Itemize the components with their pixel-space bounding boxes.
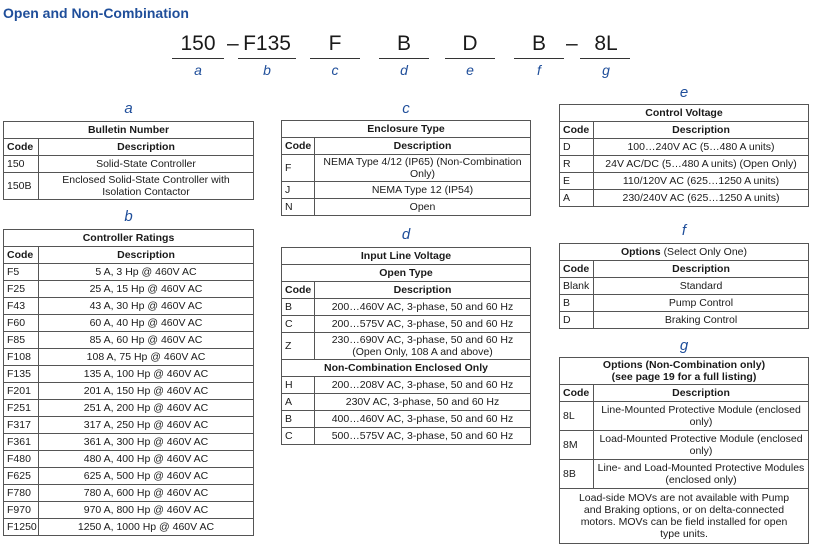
table-row: [4, 156, 254, 173]
row-code: F780: [4, 485, 39, 502]
control-voltage-table: [559, 104, 809, 207]
row-code: F5: [4, 264, 39, 281]
table-row: [560, 156, 809, 173]
table-title: [560, 244, 809, 261]
row-code: F25: [4, 281, 39, 298]
section-letter-b: b: [124, 208, 133, 225]
row-code: F201: [4, 383, 39, 400]
row-code: 8M: [560, 431, 594, 460]
catalog-letter: g: [602, 62, 610, 78]
row-description: Open: [315, 199, 531, 216]
table-subtitle: Open Type: [282, 265, 531, 282]
row-description: 60 A, 40 Hp @ 460V AC: [39, 315, 254, 332]
table-title: Controller Ratings: [4, 230, 254, 247]
table-row: [4, 281, 254, 298]
section-letter-d: d: [401, 226, 411, 243]
row-description: Line-Mounted Protective Module (enclosed only): [594, 402, 809, 431]
table-row: [4, 383, 254, 400]
row-description: Enclosed Solid-State Controller with Isolation Contactor: [39, 173, 254, 200]
catalog-underline: [172, 58, 224, 59]
controller-ratings-table: [3, 229, 254, 536]
table-footnote-row: [560, 489, 809, 544]
row-code: Z: [282, 333, 315, 360]
row-code: R: [560, 156, 594, 173]
row-code: J: [282, 182, 315, 199]
row-code: B: [560, 295, 594, 312]
table-row: [4, 468, 254, 485]
row-description: Line- and Load-Mounted Protective Modules (enclosed only): [594, 460, 809, 489]
table-title-text: Options: [620, 246, 661, 258]
row-code: N: [282, 199, 315, 216]
row-description: 317 A, 250 Hp @ 460V AC: [39, 417, 254, 434]
row-code: A: [282, 394, 315, 411]
row-description: 361 A, 300 Hp @ 460V AC: [39, 434, 254, 451]
catalog-code-e: D: [462, 32, 478, 55]
row-code: A: [560, 190, 594, 207]
row-code: F317: [4, 417, 39, 434]
catalog-code-g: 8L: [594, 32, 618, 55]
row-description: 135 A, 100 Hp @ 460V AC: [39, 366, 254, 383]
table-row: [282, 155, 531, 182]
row-code: E: [560, 173, 594, 190]
enclosure-type-table: [281, 120, 531, 216]
catalog-letter: e: [466, 62, 474, 78]
row-description: NEMA Type 4/12 (IP65) (Non-Combination Only): [315, 155, 531, 182]
row-description: 43 A, 30 Hp @ 460V AC: [39, 298, 254, 315]
table-row: [282, 199, 531, 216]
row-description: 625 A, 500 Hp @ 460V AC: [39, 468, 254, 485]
row-description: 230/240V AC (625…1250 A units): [594, 190, 809, 207]
table-row: [282, 411, 531, 428]
row-code: B: [282, 299, 315, 316]
row-description: 780 A, 600 Hp @ 460V AC: [39, 485, 254, 502]
row-description: 400…460V AC, 3-phase, 50 and 60 Hz: [315, 411, 531, 428]
column-header-description: Description: [315, 282, 531, 299]
catalog-code-c: F: [328, 32, 342, 55]
row-code: C: [282, 316, 315, 333]
row-code: F60: [4, 315, 39, 332]
row-code: F625: [4, 468, 39, 485]
table-row: [282, 182, 531, 199]
catalog-underline: [445, 58, 495, 59]
column-header-description: Description: [594, 261, 809, 278]
row-code: F251: [4, 400, 39, 417]
table-row: [4, 332, 254, 349]
row-description: 200…460V AC, 3-phase, 50 and 60 Hz: [315, 299, 531, 316]
row-description: NEMA Type 12 (IP54): [315, 182, 531, 199]
row-code: F480: [4, 451, 39, 468]
row-code: C: [282, 428, 315, 445]
table-row: [560, 295, 809, 312]
row-description: 108 A, 75 Hp @ 460V AC: [39, 349, 254, 366]
row-code: Blank: [560, 278, 594, 295]
row-description: 970 A, 800 Hp @ 460V AC: [39, 502, 254, 519]
bulletin-number-table: [3, 121, 254, 200]
row-code: D: [560, 312, 594, 329]
catalog-letter: d: [400, 62, 408, 78]
row-description: Pump Control: [594, 295, 809, 312]
table-row: [282, 316, 531, 333]
row-description: 200…208V AC, 3-phase, 50 and 60 Hz: [315, 377, 531, 394]
table-row: [4, 434, 254, 451]
catalog-code-f: B: [531, 32, 546, 55]
catalog-dash: –: [566, 32, 578, 55]
row-description: 24V AC/DC (5…480 A units) (Open Only): [594, 156, 809, 173]
table-row: [560, 278, 809, 295]
table-row: [4, 264, 254, 281]
table-title-line: Options (Non-Combination only): [602, 359, 766, 371]
table-row: [282, 333, 531, 360]
row-description: 500…575V AC, 3-phase, 50 and 60 Hz: [315, 428, 531, 445]
table-row: [4, 349, 254, 366]
table-row: [560, 139, 809, 156]
table-row: [4, 485, 254, 502]
catalog-underline: [310, 58, 360, 59]
table-row: [560, 173, 809, 190]
catalog-code-d: B: [396, 32, 411, 55]
table-title: Control Voltage: [560, 105, 809, 122]
row-description: Standard: [594, 278, 809, 295]
column-header-code: Code: [560, 122, 594, 139]
catalog-dash: –: [227, 32, 239, 55]
column-header-description: Description: [594, 122, 809, 139]
row-code: F43: [4, 298, 39, 315]
table-footnote: Load-side MOVs are not available with Pump and Braking options, or on delta-connected motors. MOVs can be field installed for open type units.: [560, 489, 809, 544]
row-description: 1250 A, 1000 Hp @ 460V AC: [39, 519, 254, 536]
table-row: [560, 431, 809, 460]
options-table: [559, 243, 809, 329]
section-letter-g: g: [679, 337, 689, 354]
row-description: 85 A, 60 Hp @ 460V AC: [39, 332, 254, 349]
table-title: Enclosure Type: [282, 121, 531, 138]
section-letter-a: a: [124, 100, 133, 117]
column-header-code: Code: [282, 282, 315, 299]
row-description: 230V AC, 3-phase, 50 and 60 Hz: [315, 394, 531, 411]
row-code: F970: [4, 502, 39, 519]
catalog-letter: f: [537, 62, 541, 78]
row-description: 480 A, 400 Hp @ 460V AC: [39, 451, 254, 468]
row-code: F108: [4, 349, 39, 366]
table-row: [560, 402, 809, 431]
table-row: [282, 299, 531, 316]
table-subtitle: Non-Combination Enclosed Only: [282, 360, 531, 377]
table-title-note: (Select Only One): [663, 246, 748, 258]
table-row: [560, 312, 809, 329]
row-description: 251 A, 200 Hp @ 460V AC: [39, 400, 254, 417]
section-letter-c: c: [402, 100, 410, 117]
catalog-letter: b: [263, 62, 271, 78]
catalog-underline: [379, 58, 429, 59]
column-header-description: Description: [594, 385, 809, 402]
section-letter-f: f: [681, 222, 687, 239]
column-header-code: Code: [4, 139, 39, 156]
table-row: [4, 173, 254, 200]
row-code: D: [560, 139, 594, 156]
row-code: F: [282, 155, 315, 182]
row-description: Braking Control: [594, 312, 809, 329]
catalog-letter: a: [194, 62, 202, 78]
column-header-description: Description: [39, 139, 254, 156]
row-description: 230…690V AC, 3-phase, 50 and 60 Hz (Open Only, 108 A and above): [315, 333, 531, 360]
section-letter-e: e: [679, 84, 689, 101]
table-row: [4, 366, 254, 383]
column-header-code: Code: [560, 385, 594, 402]
row-description: Solid-State Controller: [39, 156, 254, 173]
row-code: 150B: [4, 173, 39, 200]
table-row: [4, 519, 254, 536]
column-header-code: Code: [560, 261, 594, 278]
table-row: [282, 394, 531, 411]
row-code: 8B: [560, 460, 594, 489]
row-code: B: [282, 411, 315, 428]
row-code: 8L: [560, 402, 594, 431]
column-header-code: Code: [4, 247, 39, 264]
catalog-underline: [580, 58, 630, 59]
row-code: F361: [4, 434, 39, 451]
table-title: Bulletin Number: [4, 122, 254, 139]
row-description: 25 A, 15 Hp @ 460V AC: [39, 281, 254, 298]
page-title: Open and Non-Combination: [3, 5, 189, 21]
non-combination-options-table: [559, 357, 809, 544]
catalog-letter: c: [331, 62, 339, 78]
table-title-line: (see page 19 for a full listing): [611, 371, 757, 383]
table-row: [282, 428, 531, 445]
catalog-code-a: 150: [180, 32, 216, 55]
table-row: [4, 400, 254, 417]
row-code: F135: [4, 366, 39, 383]
input-line-voltage-table: [281, 247, 531, 445]
table-row: [560, 460, 809, 489]
table-row: [4, 451, 254, 468]
row-description: 100…240V AC (5…480 A units): [594, 139, 809, 156]
row-description: 201 A, 150 Hp @ 460V AC: [39, 383, 254, 400]
row-code: F85: [4, 332, 39, 349]
table-title: Input Line Voltage: [282, 248, 531, 265]
table-row: [4, 298, 254, 315]
column-header-code: Code: [282, 138, 315, 155]
row-description: Load-Mounted Protective Module (enclosed only): [594, 431, 809, 460]
table-row: [560, 190, 809, 207]
catalog-underline: [514, 58, 564, 59]
row-description: 200…575V AC, 3-phase, 50 and 60 Hz: [315, 316, 531, 333]
row-description: 110/120V AC (625…1250 A units): [594, 173, 809, 190]
column-header-description: Description: [315, 138, 531, 155]
catalog-code-b: F135: [243, 32, 291, 55]
table-row: [4, 502, 254, 519]
table-row: [4, 417, 254, 434]
table-row: [4, 315, 254, 332]
column-header-description: Description: [39, 247, 254, 264]
row-code: 150: [4, 156, 39, 173]
catalog-underline: [238, 58, 296, 59]
row-code: H: [282, 377, 315, 394]
row-description: 5 A, 3 Hp @ 460V AC: [39, 264, 254, 281]
table-row: [282, 377, 531, 394]
row-code: F1250: [4, 519, 39, 536]
table-title: [560, 358, 809, 385]
